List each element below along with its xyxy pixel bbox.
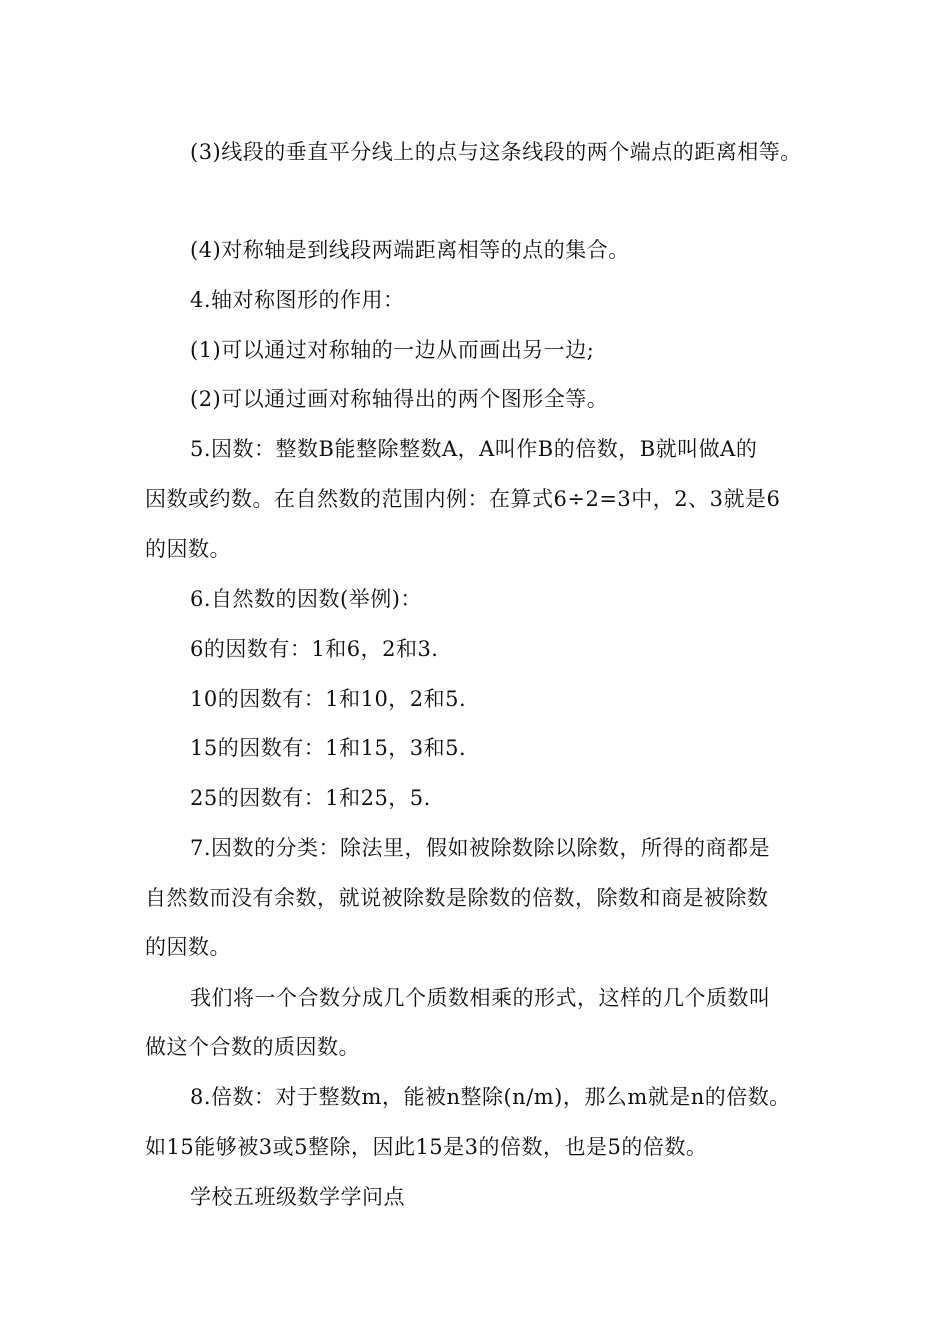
text-line-19: 8.倍数：对于整数m，能被n整除(n/m)，那么m就是n的倍数。 <box>190 1085 791 1109</box>
text-line-12: 15的因数有：1和15，3和5. <box>190 736 467 760</box>
text-line-10: 6的因数有：1和6，2和3. <box>190 637 439 661</box>
text-line-21: 学校五班级数学学问点 <box>190 1185 405 1209</box>
text-line-16: 的因数。 <box>145 935 231 959</box>
text-line-1: (3)线段的垂直平分线上的点与这条线段的两个端点的距离相等。 <box>190 140 802 164</box>
text-line-11: 10的因数有：1和10，2和5. <box>190 687 467 711</box>
text-line-6: 5.因数：整数B能整除整数A，A叫作B的倍数，B就叫做A的 <box>190 437 758 461</box>
text-line-17: 我们将一个合数分成几个质数相乘的形式，这样的几个质数叫 <box>190 986 771 1010</box>
text-line-4: (1)可以通过对称轴的一边从而画出另一边; <box>190 338 595 362</box>
text-line-20: 如15能够被3或5整除，因此15是3的倍数，也是5的倍数。 <box>145 1135 708 1159</box>
text-line-5: (2)可以通过画对称轴得出的两个图形全等。 <box>190 387 609 411</box>
text-line-8: 的因数。 <box>145 537 231 561</box>
text-line-15: 自然数而没有余数，就说被除数是除数的倍数，除数和商是被除数 <box>145 886 769 910</box>
text-line-14: 7.因数的分类：除法里，假如被除数除以除数，所得的商都是 <box>190 836 771 860</box>
text-line-13: 25的因数有：1和25，5. <box>190 786 431 810</box>
text-line-3: 4.轴对称图形的作用： <box>190 288 405 312</box>
text-line-9: 6.自然数的因数(举例)： <box>190 587 422 611</box>
text-line-2: (4)对称轴是到线段两端距离相等的点的集合。 <box>190 238 630 262</box>
text-line-7: 因数或约数。在自然数的范围内例：在算式6÷2=3中，2、3就是6 <box>145 487 781 511</box>
text-line-18: 做这个合数的质因数。 <box>145 1035 360 1059</box>
